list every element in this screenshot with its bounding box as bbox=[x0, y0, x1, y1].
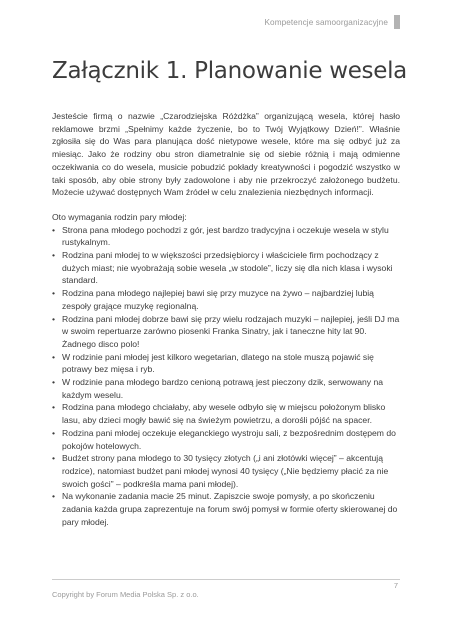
bullet-dot-icon: • bbox=[52, 377, 56, 388]
section-title: Kompetencje samoorganizacyjne bbox=[264, 17, 388, 27]
list-item: • Rodzina pani młodej oczekuje eleganckiego wystroju sali, z bezpośrednim dostępem do pokojów hotelowych. bbox=[52, 427, 396, 451]
list-item: • Budżet strony pana młodego to 30 tysięcy złotych („i ani złotówki więcej” – akcentują rodzice), natomiast budżet pani młodej wynosi 40 tysięcy („Nie będziemy płacić za nie swoich gości” – podkreśla mama pani młodej). bbox=[52, 453, 389, 489]
footer-divider bbox=[52, 579, 400, 580]
page-header bbox=[264, 15, 400, 29]
copyright-notice: Copyright by Forum Media Polska Sp. z o.o. bbox=[52, 590, 199, 599]
bullet-dot-icon: • bbox=[52, 453, 56, 464]
bullet-dot-icon: • bbox=[52, 250, 56, 261]
list-item: • Rodzina pana młodego najlepiej bawi się przy muzyce na żywo – najbardziej lubią zespoły grające muzykę regionalną. bbox=[52, 288, 374, 311]
page-number: 7 bbox=[393, 581, 398, 590]
list-item: • W rodzinie pani młodej jest kilkoro wegetarian, dlatego na stole muszą pojawić się potrawy bez mięsa i ryb. bbox=[52, 351, 374, 375]
bullet-dot-icon: • bbox=[52, 313, 56, 324]
bullet-dot-icon: • bbox=[52, 427, 56, 438]
list-item: • Rodzina pani młodej dobrze bawi się przy wielu rodzajach muzyki – najlepiej, jeśli DJ ma w swoim repertuarze zarówno piosenki Franka Sinatry, jak i taneczne hity lat 90. Żadnego disco polo! bbox=[52, 313, 400, 349]
intro-paragraph: Jesteście firmą o nazwie „Czarodziejska Różdżka” organizującą wesela, której hasło reklamowe brzmi „Spełnimy każde życzenie, bo to Twój Wyjątkowy Dzień!”. Właśnie zgłosiła się do Was para planująca dość nietypowe wesele, które ma się odbyć już za miesiąc. Jako że rodziny obu stron diametralnie się od siebie różnią i mają odmienne oczekiwania co do wesela, musicie pobudzić pokłady kreatywności i pogodzić wszystko w taki sposób, aby obie strony były zadowolone i aby nie przekroczyć założonego budżetu. Możecie używać dostępnych Wam źródeł w celu znalezienia niezbędnych informacji. bbox=[52, 111, 400, 198]
requirements-intro: Oto wymagania rodzin pary młodej: bbox=[52, 211, 187, 222]
bullet-dot-icon: • bbox=[52, 402, 56, 413]
requirements-list bbox=[52, 224, 400, 529]
list-item: • Strona pana młodego pochodzi z gór, jest bardzo tradycyjna i oczekuje wesela w stylu rustykalnym. bbox=[52, 224, 389, 248]
document-title: Załącznik 1. Planowanie wesela bbox=[52, 58, 407, 84]
bullet-dot-icon: • bbox=[52, 288, 56, 299]
document-body bbox=[52, 110, 400, 529]
list-item: • W rodzinie pana młodego bardzo cenioną potrawą jest pieczony dzik, serwowany na każdym weselu. bbox=[52, 377, 384, 400]
bullet-dot-icon: • bbox=[52, 224, 56, 235]
list-item: • Rodzina pani młodej to w większości przedsiębiorcy i właściciele firm pochodzący z dużych miast; nie wyobrażają sobie wesela „w stodole”, liczy się dla nich klasa i wysoki standard. bbox=[52, 250, 393, 286]
square-bar-icon bbox=[394, 15, 400, 29]
list-item: • Na wykonanie zadania macie 25 minut. Zapiszcie swoje pomysły, a po skończeniu zadania każda grupa zaprezentuje na forum swój pomysł w formie oferty skierowanej do pary młodej. bbox=[52, 491, 398, 527]
list-item: • Rodzina pana młodego chciałaby, aby wesele odbyło się w miejscu położonym blisko lasu, aby dzieci mogły bawić się na świeżym powietrzu, a dorośli pójść na spacer. bbox=[52, 402, 386, 426]
bullet-dot-icon: • bbox=[52, 491, 56, 502]
bullet-dot-icon: • bbox=[52, 351, 56, 362]
